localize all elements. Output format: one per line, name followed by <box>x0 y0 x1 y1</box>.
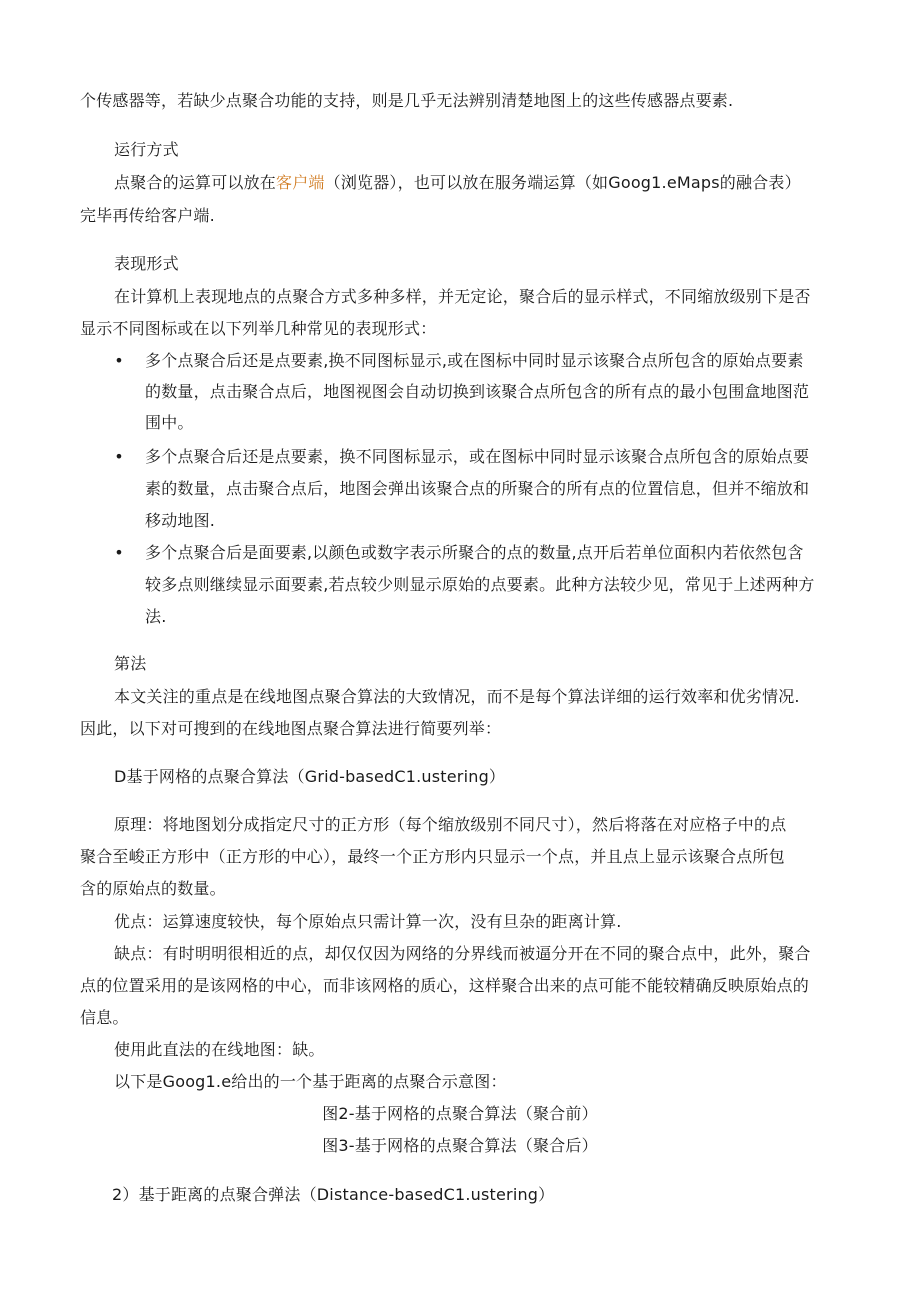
run-mode-text-2: （浏览器），也可以放在服务端运算（如Goog1.eMaps的融合表） <box>324 173 801 192</box>
example-paragraph: 以下是Goog1.e给出的一个基于距离的点聚合示意图： <box>114 1072 507 1091</box>
bullet-3-line-3: 法. <box>145 607 167 626</box>
run-mode-line-2: 完毕再传给客户端. <box>80 206 215 225</box>
heading-grid-clustering: D基于网格的点聚合算法（Grid-basedC1.ustering） <box>114 767 506 786</box>
figure-caption-before: 图2-基于网格的点聚合算法（聚合前） <box>322 1104 598 1123</box>
algorithm-line-2: 因此，以下对可搜到的在线地图点聚合算法进行简要列举： <box>80 719 502 738</box>
intro-tail-paragraph: 个传感器等，若缺少点聚合功能的支持，则是几乎无法辨别清楚地图上的这些传感器点要素. <box>80 91 734 110</box>
principle-line-3: 含的原始点的数量。 <box>80 879 226 898</box>
client-link[interactable]: 客户端 <box>276 173 325 192</box>
cons-line-3: 信息。 <box>80 1008 129 1027</box>
bullet-marker: • <box>114 447 124 466</box>
form-line-1: 在计算机上表现地点的点聚合方式多种多样，并无定论，聚合后的显示样式，不同缩放级别下是否 <box>114 287 811 306</box>
bullet-3-line-1: 多个点聚合后是面要素,以颜色或数字表示所聚合的点的数量,点开后若单位面积内若依然包含 <box>145 543 804 562</box>
heading-distance-clustering: 2）基于距离的点聚合弹法（Distance-basedC1.ustering） <box>112 1185 555 1204</box>
usage-paragraph: 使用此直法的在线地图：缺。 <box>114 1040 325 1059</box>
bullet-2-line-1: 多个点聚合后还是点要素，换不同图标显示，或在图标中同时显示该聚合点所包含的原始点要 <box>145 447 810 466</box>
bullet-1-line-1: 多个点聚合后还是点要素,换不同图标显示,或在图标中同时显示该聚合点所包含的原始点要素 <box>145 351 804 370</box>
form-line-2: 显示不同图标或在以下列举几种常见的表现形式： <box>80 319 437 338</box>
run-mode-line-1 <box>114 172 801 194</box>
heading-algorithm: 第法 <box>114 654 147 673</box>
bullet-marker: • <box>114 351 124 370</box>
pros-paragraph: 优点：运算速度较快，每个原始点只需计算一次，没有旦杂的距离计算. <box>114 912 622 931</box>
algorithm-line-1: 本文关注的重点是在线地图点聚合算法的大致情况，而不是每个算法详细的运行效率和优劣情况. <box>114 687 800 706</box>
figure-caption-after: 图3-基于网格的点聚合算法（聚合后） <box>322 1136 598 1155</box>
bullet-2-line-3: 移动地图. <box>145 511 216 530</box>
cons-line-2: 点的位置采用的是该网格的中心，而非该网格的质心，这样聚合出来的点可能不能较精确反映原始点的 <box>80 976 810 995</box>
principle-line-1: 原理：将地图划分成指定尺寸的正方形（每个缩放级别不同尺寸），然后将落在对应格子中的点 <box>114 815 787 834</box>
cons-line-1: 缺点：有时明明很相近的点，却仅仅因为网络的分界线而被逼分开在不同的聚合点中，此外，聚合 <box>114 944 811 963</box>
bullet-1-line-2: 的数量，点击聚合点后，地图视图会自动切换到该聚合点所包含的所有点的最小包围盒地图范 <box>145 382 810 401</box>
bullet-3-line-2: 较多点则继续显示面要素,若点较少则显示原始的点要素。此种方法较少见，常见于上述两种方 <box>145 575 815 594</box>
heading-run-mode: 运行方式 <box>114 140 179 159</box>
bullet-1-line-3: 围中。 <box>145 413 194 432</box>
heading-form: 表现形式 <box>114 254 179 273</box>
bullet-2-line-2: 素的数量，点击聚合点后，地图会弹出该聚合点的所聚合的所有点的位置信息，但并不缩放和 <box>145 479 810 498</box>
bullet-marker: • <box>114 543 124 562</box>
principle-line-2: 聚合至峻正方形中（正方形的中心），最终一个正方形内只显示一个点，并且点上显示该聚合点所包 <box>80 847 785 866</box>
run-mode-text-1: 点聚合的运算可以放在 <box>114 173 277 192</box>
